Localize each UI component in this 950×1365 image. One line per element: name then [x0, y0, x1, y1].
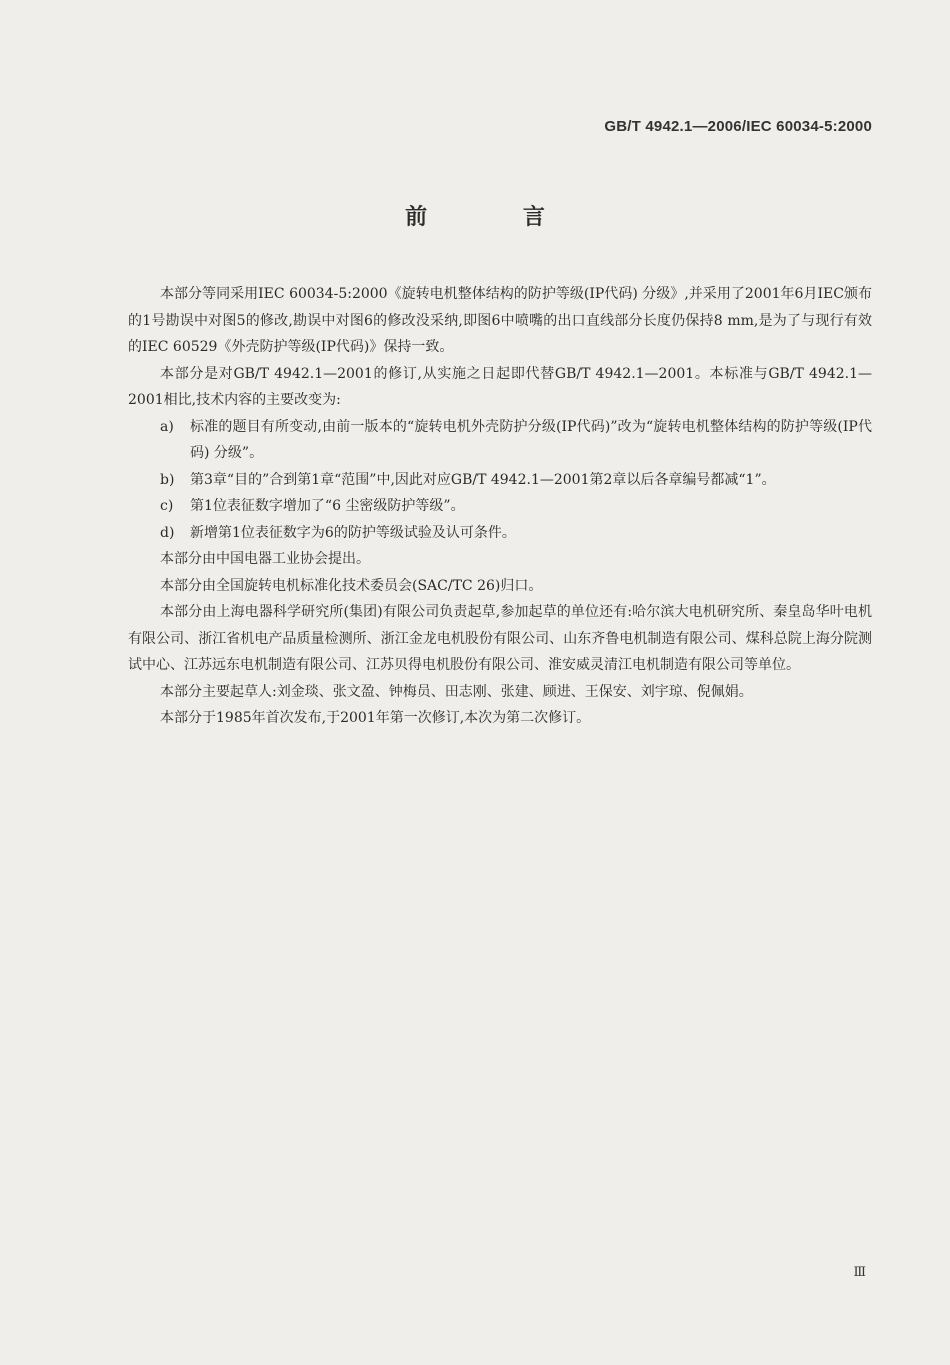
change-text: 第3章“目的”合到第1章“范围”中,因此对应GB/T 4942.1—2001第2章以后各章编号都减“1”。 [190, 471, 776, 488]
paragraph-drafters: 本部分主要起草人:刘金琰、张文盈、钟梅员、田志刚、张建、顾进、王保安、刘宇琼、倪佩娟。 [160, 683, 753, 700]
paragraph-revision: 本部分是对GB/T 4942.1—2001的修订,从实施之日起即代替GB/T 4942.1—2001。本标准与GB/T 4942.1—2001相比,技术内容的主要改变为: [128, 365, 872, 408]
change-text: 标准的题目有所变动,由前一版本的“旋转电机外壳防护分级(IP代码)”改为“旋转电机整体结构的防护等级(IP代码) 分级”。 [190, 418, 872, 461]
paragraph-history: 本部分于1985年首次发布,于2001年第一次修订,本次为第二次修订。 [160, 710, 591, 726]
change-item-b [128, 467, 872, 494]
change-item-a [128, 414, 872, 467]
change-item-c [128, 493, 872, 520]
paragraph-committee: 本部分由全国旋转电机标准化技术委员会(SAC/TC 26)归口。 [160, 577, 543, 594]
paragraph-proposer: 本部分由中国电器工业协会提出。 [160, 551, 370, 567]
body-text [128, 281, 872, 732]
page-title: 前 言 [405, 205, 589, 230]
change-mark: b) [160, 471, 175, 488]
page-number: Ⅲ [853, 1265, 866, 1280]
paragraph-drafting-units: 本部分由上海电器科学研究所(集团)有限公司负责起草,参加起草的单位还有:哈尔滨大电机研究所、秦皇岛华叶电机有限公司、浙江省机电产品质量检测所、浙江金龙电机股份有限公司、山东齐鲁电机制造有限公司、煤科总院上海分院测试中心、江苏远东电机制造有限公司、江苏贝得电机股份有限公司、淮安威灵清江电机制造有限公司等单位。 [128, 604, 872, 673]
change-text: 新增第1位表征数字为6的防护等级试验及认可条件。 [190, 524, 516, 541]
change-text: 第1位表征数字增加了“6 尘密级防护等级”。 [190, 498, 465, 514]
standard-code: GB/T 4942.1—2006/IEC 60034-5:2000 [604, 118, 872, 135]
change-mark: a) [160, 418, 174, 435]
change-mark: d) [160, 524, 175, 541]
change-mark: c) [160, 498, 174, 514]
change-item-d [128, 520, 872, 547]
paragraph-adoption: 本部分等同采用IEC 60034-5:2000《旋转电机整体结构的防护等级(IP代码) 分级》,并采用了2001年6月IEC颁布的1号勘误中对图5的修改,勘误中对图6的修改没采纳,即图6中喷嘴的出口直线部分长度仍保持8 mm,是为了与现行有效的IEC 60529《外壳防护等级(IP代码)》保持一致。 [128, 286, 872, 355]
